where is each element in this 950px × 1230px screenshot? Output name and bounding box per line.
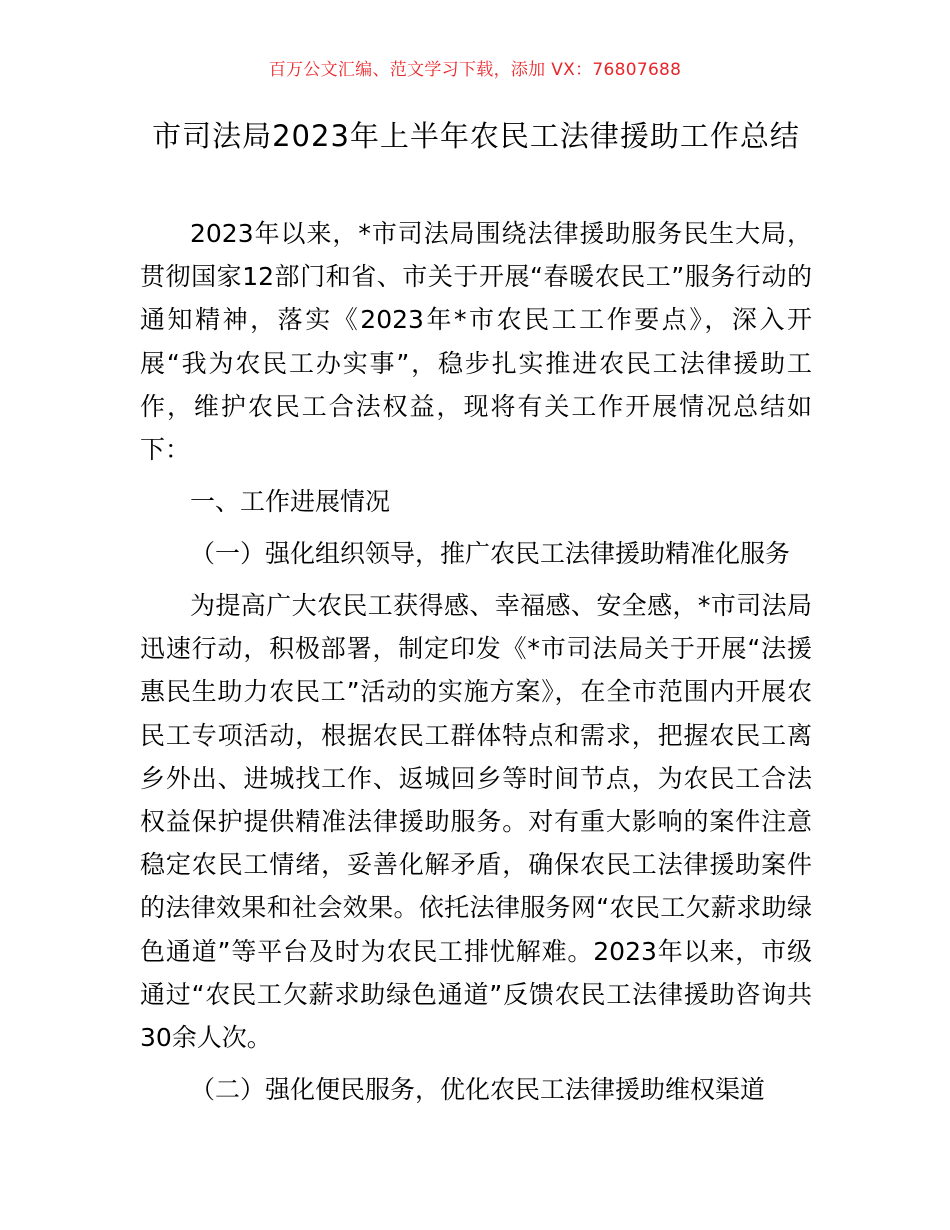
subsection-heading-1: （一）强化组织领导，推广农民工法律援助精准化服务 bbox=[190, 539, 791, 568]
body-paragraph-1: 为提高广大农民工获得感、幸福感、安全感，*市司法局迅速行动，积极部署，制定印发《*市司法局关于开展“法援惠民生助力农民工”活动的实施方案》，在全市范围内开展农民工专项活动，根据农民工群体特点和需求，把握农民工离乡外出、进城找工作、返城回乡等时间节点，为农民工合法权益保护提供精准法律援助服务。对有重大影响的案件注意稳定农民工情绪，妥善化解矛盾，确保农民工法律援助案件的法律效果和社会效果。依托法律服务网“农民工欠薪求助绿色通道”等平台及时为农民工排忧解难。2023年以来，市级通过“农民工欠薪求助绿色通道”反馈农民工法律援助咨询共30余人次。 bbox=[140, 590, 812, 1053]
intro-paragraph: 2023年以来，*市司法局围绕法律援助服务民生大局，贯彻国家12部门和省、市关于开展“春暖农民工”服务行动的通知精神，落实《2023年*市农民工工作要点》，深入开展“我为农民工办实事”，稳步扎实推进农民工法律援助工作，维护农民工合法权益，现将有关工作开展情况总结如下： bbox=[140, 219, 812, 465]
subsection-heading-2: （二）强化便民服务，优化农民工法律援助维权渠道 bbox=[190, 1075, 766, 1105]
header-contact-note: 百万公文汇编、范文学习下载，添加 VX：76807688 bbox=[268, 60, 682, 80]
document-body bbox=[140, 212, 812, 1111]
document-title: 市司法局2023年上半年农民工法律援助工作总结 bbox=[152, 119, 800, 153]
section-heading-1: 一、工作进展情况 bbox=[190, 487, 391, 517]
